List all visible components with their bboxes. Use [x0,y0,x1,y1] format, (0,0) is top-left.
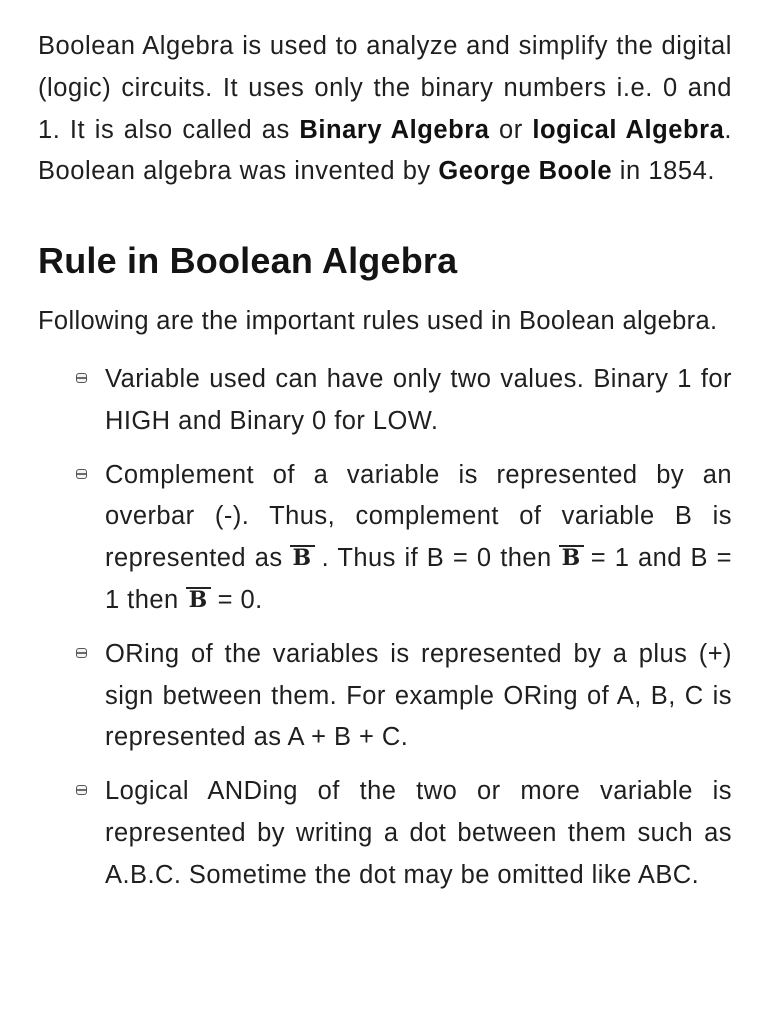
rule-text-part-1: Complement of a variable is represented by an overbar (-). Thus, complement of variable B is represented as [105,460,732,573]
section-heading: Rule in Boolean Algebra [38,240,458,282]
overbar-b-symbol: B [559,545,584,569]
intro-text-2: or [489,115,533,144]
rule-text-part-4: = 0. [217,585,263,614]
bullet-icon [76,373,87,383]
intro-text-3: . Boolean algebra was invented by [38,115,732,186]
intro-text-1: Boolean Algebra is used to analyze and simplify the digital (logic) circuits. It uses only the binary numbers i.e. 0 and 1. It is also called as [38,32,732,144]
bullet-icon [76,469,87,479]
rule-item-oring [105,634,732,759]
intro-bold-logical-algebra: logical Algebra [532,115,725,144]
lead-paragraph: Following are the important rules used in Boolean algebra. [38,307,718,336]
intro-paragraph [38,26,732,193]
rule-text-part-3: = 1 and B = 1 then [105,544,732,614]
intro-bold-george-boole: George Boole [438,157,613,186]
rule-text-part-2: . Thus if B = 0 then [321,544,552,573]
rule-item-values [105,359,732,443]
rule-item-anding [105,771,732,896]
overbar-b-symbol: B [186,587,211,611]
overbar-b-symbol: B [290,545,315,569]
rule-text: Variable used can have only two values. Binary 1 for HIGH and Binary 0 for LOW. [105,364,732,435]
rule-text: ORing of the variables is represented by a plus (+) sign between them. For example ORing of A, B, C is represented as A + B + C. [105,639,732,752]
bullet-icon [76,785,87,795]
rules-list [38,359,732,897]
rule-text: Logical ANDing of the two or more variable is represented by writing a dot between them such as A.B.C. Sometime the dot may be omitted like ABC. [105,777,732,889]
intro-text-4: in 1854. [612,157,715,186]
bullet-icon [76,648,87,658]
intro-bold-binary-algebra: Binary Algebra [299,115,490,144]
rule-item-complement [105,455,732,622]
